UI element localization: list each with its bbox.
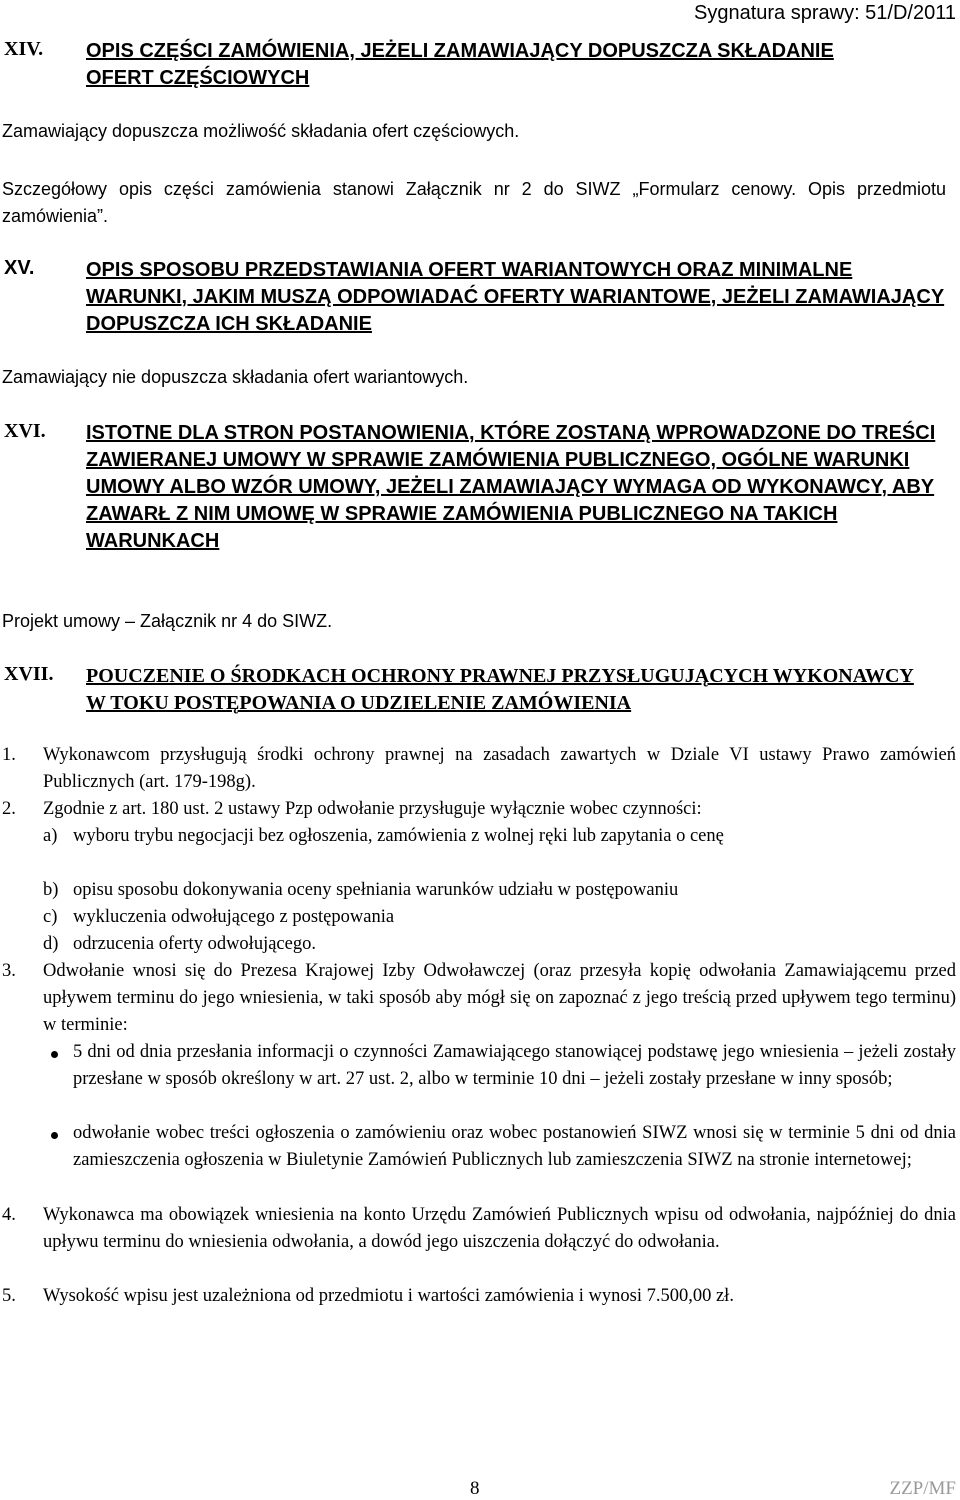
list-item-text: Wykonawca ma obowiązek wniesienia na konto Urzędu Zamówień Publicznych wpisu od odwołania, najpóźniej do dnia upływu terminu do wniesienia odwołania, a dowód jego uiszczenia dołączyć do odwołania. xyxy=(43,1205,956,1252)
sub-item-text: wyboru trybu negocjacji bez ogłoszenia, zamówienia z wolnej ręki lub zapytania o cenę xyxy=(73,826,724,846)
list-item-text: Wysokość wpisu jest uzależniona od przedmiotu i wartości zamówienia i wynosi 7.500,00 zł. xyxy=(43,1286,734,1306)
sub-item-letter: b) xyxy=(43,880,59,900)
section-17-number: XVII. xyxy=(4,663,54,685)
sub-item-letter: a) xyxy=(43,826,58,846)
section-16-title: ISTOTNE DLA STRON POSTANOWIENIA, KTÓRE ZOSTANĄ WPROWADZONE DO TREŚCI ZAWIERANEJ UMOWY W SPRAWIE ZAMÓWIENIA PUBLICZNEGO, OGÓLNE WARUNKI UMOWY ALBO WZÓR UMOWY, JEŻELI ZAMAWIAJĄCY WYMAGA OD WYKONAWCY, ABY ZAWARŁ Z NIM UMOWĘ W SPRAWIE ZAMÓWIENIA PUBLICZNEGO NA TAKICH WARUNKACH xyxy=(86,422,936,552)
section-16-number: XVI. xyxy=(4,420,46,442)
list-item-number: 5. xyxy=(2,1286,16,1306)
footer-code: ZZP/MF xyxy=(889,1478,956,1499)
sub-item-text: wykluczenia odwołującego z postępowania xyxy=(73,907,395,927)
list-item-text: Odwołanie wnosi się do Prezesa Krajowej Izby Odwoławczej (oraz przesyła kopię odwołania Zamawiającemu przed upływem terminu do jego wniesienia, w taki sposób aby mógł się on zapoznać z jego treścią przed upływem tego terminu) w terminie: xyxy=(43,961,956,1035)
bullet-icon xyxy=(51,1051,58,1058)
sub-item-letter: c) xyxy=(43,907,58,927)
page-number: 8 xyxy=(470,1478,480,1499)
bullet-icon xyxy=(51,1132,58,1139)
sub-item-letter: d) xyxy=(43,934,59,954)
bullet-item-text: odwołanie wobec treści ogłoszenia o zamówieniu oraz wobec postanowień SIWZ wnosi się w terminie 5 dni od dnia zamieszczenia ogłoszenia w Biuletynie Zamówień Publicznych lub zamieszczenia SIWZ na stronie internetowej; xyxy=(73,1123,956,1170)
section-14-paragraph-2: Szczegółowy opis części zamówienia stanowi Załącznik nr 2 do SIWZ „Formularz cenowy. Opis przedmiotu zamówienia”. xyxy=(2,179,946,226)
list-item-number: 3. xyxy=(2,961,16,981)
list-item-number: 4. xyxy=(2,1205,16,1225)
sub-item-text: opisu sposobu dokonywania oceny spełniania warunków udziału w postępowaniu xyxy=(73,880,679,900)
section-14-number: XIV. xyxy=(4,38,44,60)
list-item-number: 1. xyxy=(2,745,16,765)
case-signature: Sygnatura sprawy: 51/D/2011 xyxy=(693,2,956,24)
section-16-paragraph-1: Projekt umowy – Załącznik nr 4 do SIWZ. xyxy=(2,611,333,631)
section-14-title: OPIS CZĘŚCI ZAMÓWIENIA, JEŻELI ZAMAWIAJĄCY DOPUSZCZA SKŁADANIE OFERT CZĘŚCIOWYCH xyxy=(86,40,834,89)
section-15-paragraph-1: Zamawiający nie dopuszcza składania ofert wariantowych. xyxy=(2,367,469,387)
list-item-number: 2. xyxy=(2,799,16,819)
list-item-text: Wykonawcom przysługują środki ochrony prawnej na zasadach zawartych w Dziale VI ustawy Prawo zamówień Publicznych (art. 179-198g). xyxy=(43,745,956,792)
bullet-item-text: 5 dni od dnia przesłania informacji o czynności Zamawiającego stanowiącej podstawę jego wniesienia – jeżeli zostały przesłane w sposób określony w art. 27 ust. 2, albo w terminie 10 dni – jeżeli zostały przesłane w inny sposób; xyxy=(73,1042,956,1089)
section-17-title: POUCZENIE O ŚRODKACH OCHRONY PRAWNEJ PRZYSŁUGUJĄCYCH WYKONAWCY W TOKU POSTĘPOWANIA O UDZIELENIE ZAMÓWIENIA xyxy=(86,665,914,714)
section-15-number: XV. xyxy=(4,257,35,279)
section-14-paragraph-1: Zamawiający dopuszcza możliwość składania ofert częściowych. xyxy=(2,121,520,141)
section-15-title: OPIS SPOSOBU PRZEDSTAWIANIA OFERT WARIANTOWYCH ORAZ MINIMALNE WARUNKI, JAKIM MUSZĄ ODPOWIADAĆ OFERTY WARIANTOWE, JEŻELI ZAMAWIAJĄCY DOPUSZCZA ICH SKŁADANIE xyxy=(86,259,945,335)
sub-item-text: odrzucenia oferty odwołującego. xyxy=(73,934,316,954)
list-item-text: Zgodnie z art. 180 ust. 2 ustawy Pzp odwołanie przysługuje wyłącznie wobec czynności: xyxy=(43,799,702,819)
